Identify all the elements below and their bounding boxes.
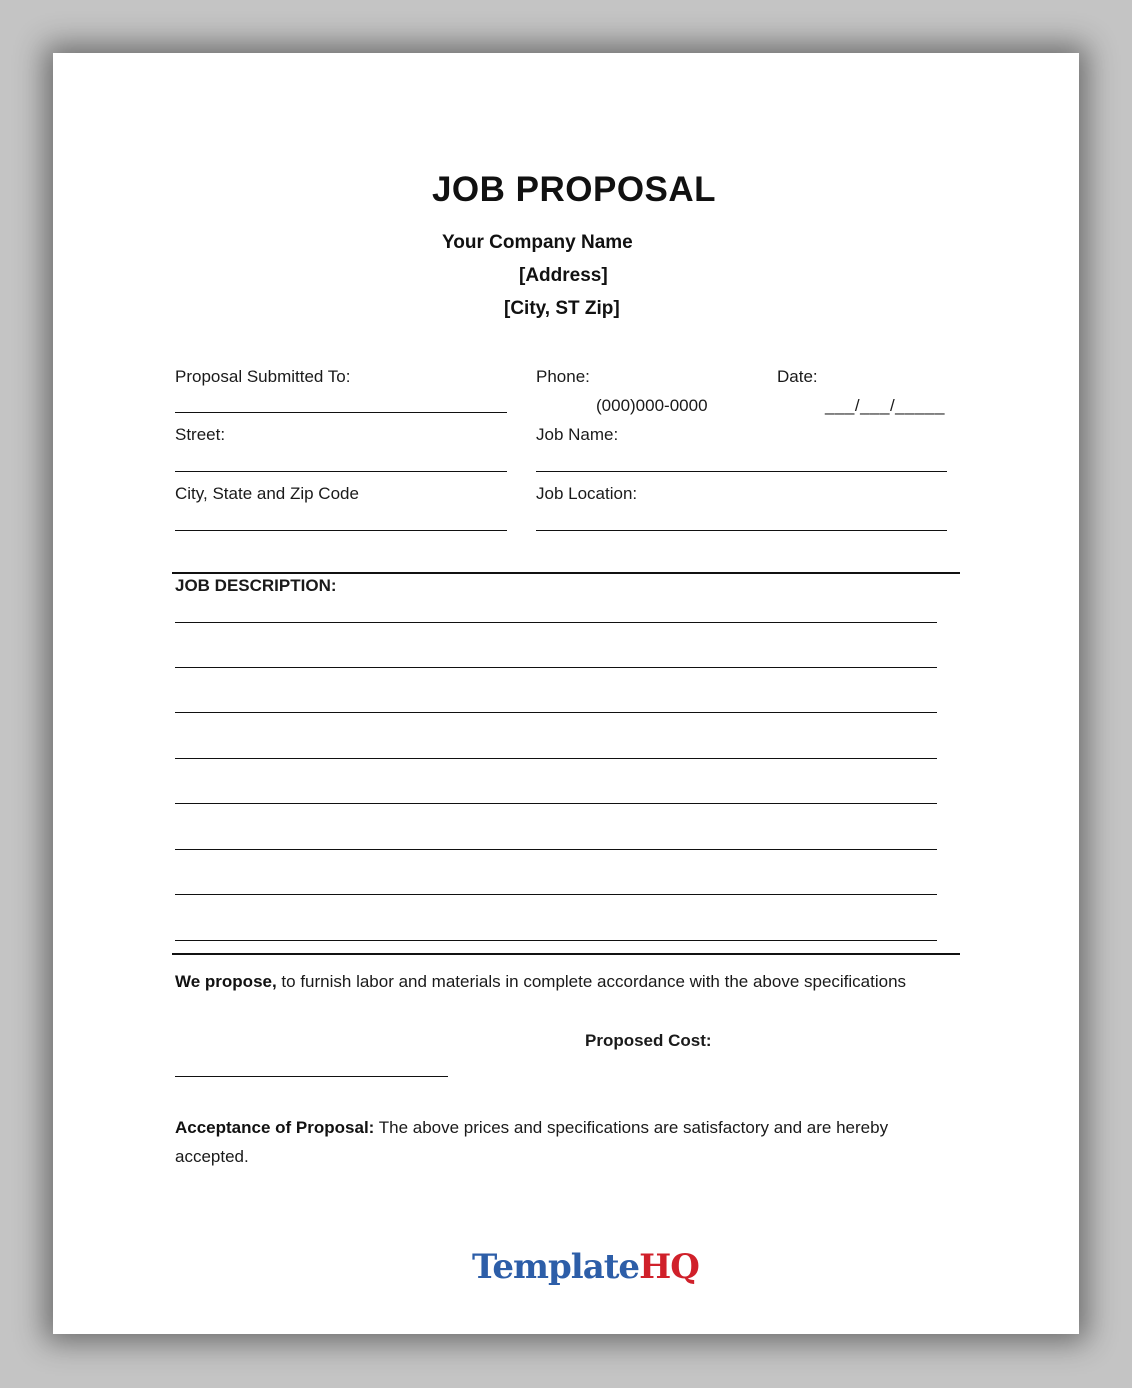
job-description-heading: JOB DESCRIPTION: — [175, 576, 337, 595]
section-divider-bottom — [172, 953, 960, 955]
job-name-field[interactable] — [536, 471, 947, 472]
street-label: Street: — [175, 425, 226, 444]
job-description-line[interactable] — [175, 803, 937, 804]
templatehq-logo — [472, 1247, 699, 1287]
date-value[interactable]: ___/___/_____ — [825, 396, 945, 415]
job-description-line[interactable] — [175, 894, 937, 895]
logo-part-template: Template — [472, 1247, 640, 1287]
submitted-to-label: Proposal Submitted To: — [175, 367, 351, 386]
company-city-state-zip: [City, ST Zip] — [504, 298, 620, 319]
job-location-label: Job Location: — [536, 484, 638, 503]
we-propose-statement — [175, 967, 906, 996]
acceptance-statement — [175, 1113, 888, 1142]
logo-part-hq: HQ — [639, 1247, 699, 1287]
we-propose-text: to furnish labor and materials in complete accordance with the above specifications — [276, 972, 907, 991]
submitted-to-field[interactable] — [175, 412, 507, 413]
job-description-line[interactable] — [175, 622, 937, 623]
date-label: Date: — [777, 367, 818, 386]
job-name-label: Job Name: — [536, 425, 619, 444]
acceptance-text-line2: accepted. — [175, 1147, 249, 1166]
company-address: [Address] — [519, 265, 608, 286]
job-description-line[interactable] — [175, 940, 937, 941]
section-divider-top — [172, 572, 960, 574]
we-propose-bold: We propose, — [175, 972, 277, 991]
street-field[interactable] — [175, 471, 507, 472]
acceptance-bold: Acceptance of Proposal: — [175, 1118, 375, 1137]
job-description-line[interactable] — [175, 849, 937, 850]
acceptance-text-line1: The above prices and specifications are satisfactory and are hereby — [374, 1118, 889, 1137]
proposed-cost-label: Proposed Cost: — [585, 1031, 712, 1050]
phone-label: Phone: — [536, 367, 590, 386]
job-location-field[interactable] — [536, 530, 947, 531]
document-title: JOB PROPOSAL — [431, 170, 717, 209]
job-description-line[interactable] — [175, 758, 937, 759]
phone-value[interactable]: (000)000-0000 — [596, 396, 708, 415]
city-state-zip-label: City, State and Zip Code — [175, 484, 359, 503]
city-state-zip-field[interactable] — [175, 530, 507, 531]
job-description-line[interactable] — [175, 712, 937, 713]
company-name: Your Company Name — [442, 232, 633, 253]
job-description-line[interactable] — [175, 667, 937, 668]
proposed-cost-field[interactable] — [175, 1076, 448, 1077]
